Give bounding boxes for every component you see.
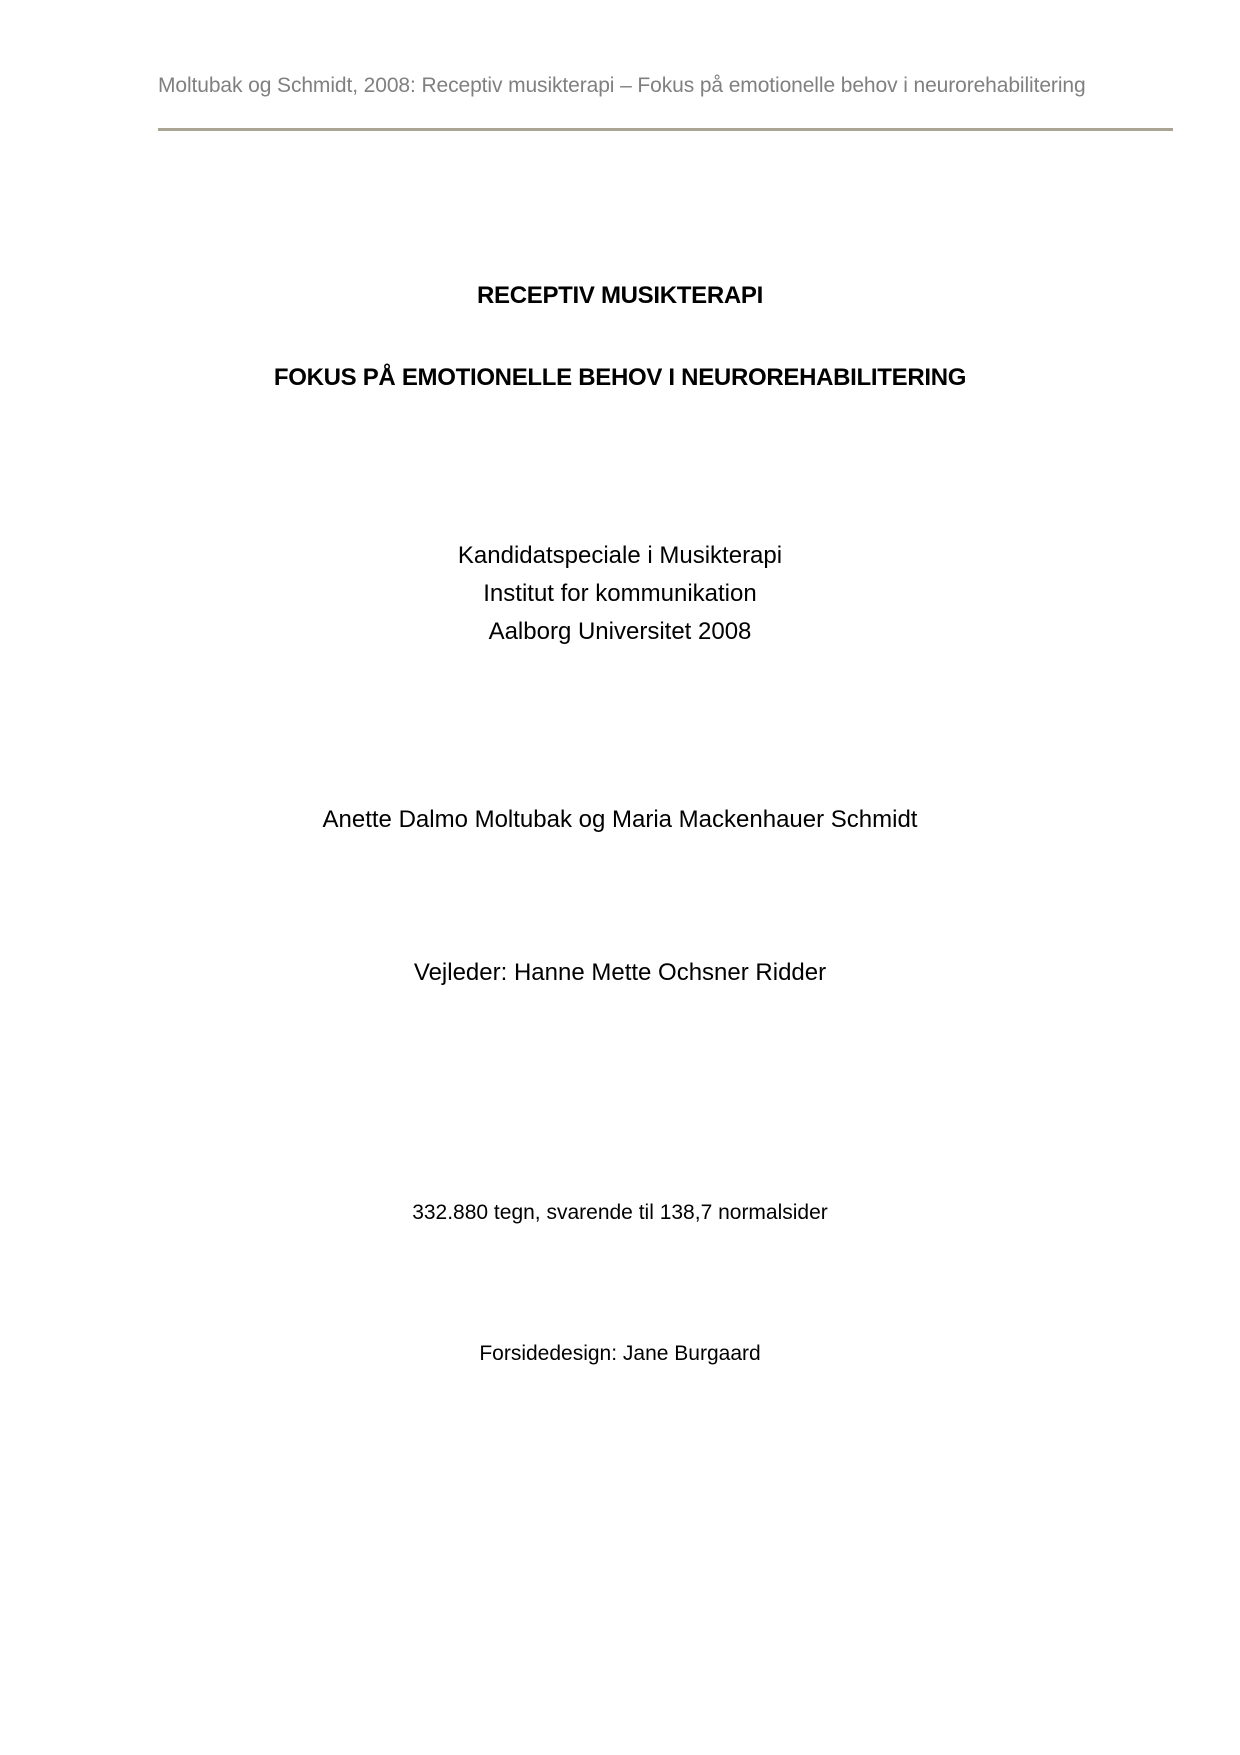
thesis-type: Kandidatspeciale i Musikterapi: [457, 542, 783, 569]
running-header-title: Moltubak og Schmidt, 2008: Receptiv musikterapi – Fokus på emotionelle behov i neurorehabilitering: [158, 74, 1086, 97]
department: Institut for kommunikation: [483, 580, 757, 607]
header-divider: [158, 128, 1173, 131]
supervisor: Vejleder: Hanne Mette Ochsner Ridder: [413, 959, 827, 986]
document-title: RECEPTIV MUSIKTERAPI: [476, 282, 764, 309]
document-subtitle: FOKUS PÅ EMOTIONELLE BEHOV I NEUROREHABILITERING: [273, 364, 967, 391]
authors: Anette Dalmo Moltubak og Maria Mackenhauer Schmidt: [322, 806, 918, 833]
institution-block: [0, 537, 1240, 651]
cover-design-credit: Forsidedesign: Jane Burgaard: [479, 1342, 761, 1365]
character-count: 332.880 tegn, svarende til 138,7 normalsider: [412, 1201, 828, 1224]
university-year: Aalborg Universitet 2008: [488, 618, 752, 645]
